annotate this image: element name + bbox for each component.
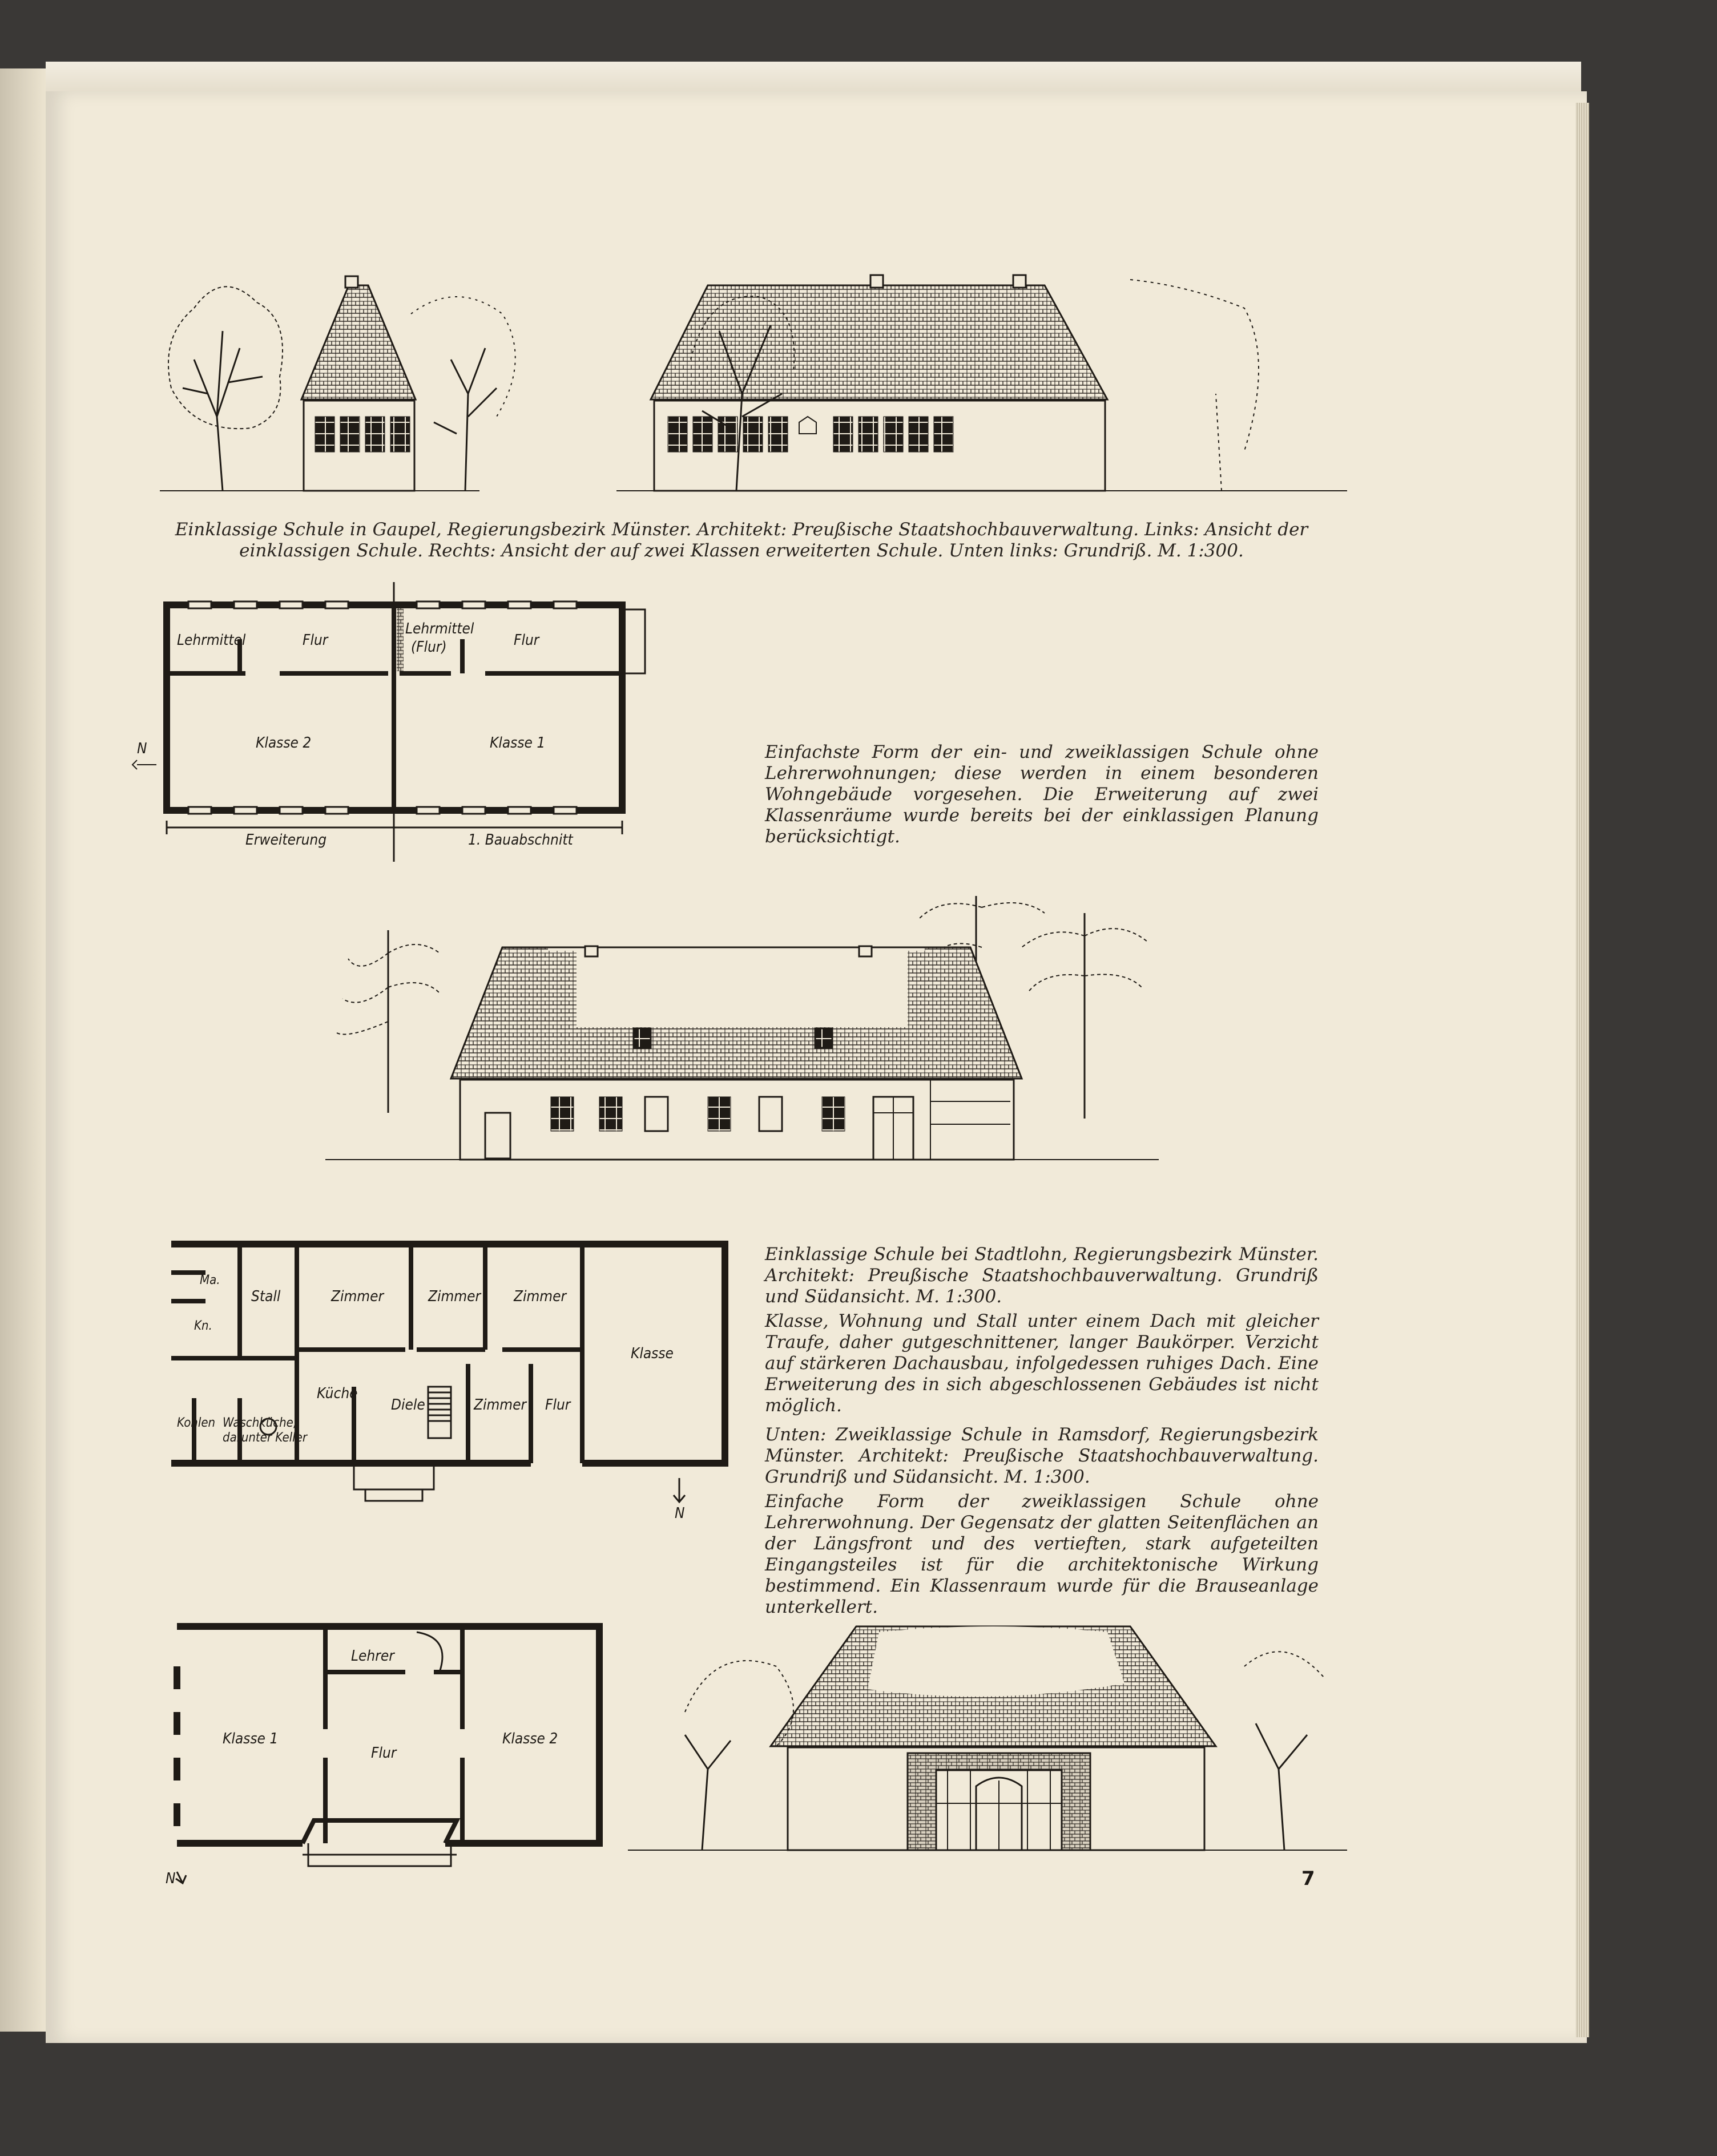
left-page-edge — [0, 68, 46, 2032]
north-arrow-gaupel: N — [137, 740, 147, 757]
elevation-gaupel-drawings — [160, 245, 1347, 502]
room-label-stall: Stall — [251, 1288, 281, 1305]
room-label-flur: Flur — [545, 1396, 571, 1414]
room-label-lehrmittel: Lehrmittel — [177, 632, 246, 649]
elevation-ramsdorf-drawing — [628, 1598, 1347, 1855]
room-label-lehrmittel-flur-2: (Flur) — [411, 639, 447, 656]
school-stadtlohn-elevation — [325, 942, 1159, 1160]
tree-left-drawing — [168, 286, 283, 491]
label-erweiterung: Erweiterung — [245, 831, 327, 849]
room-label-klasse2-ramsdorf: Klasse 2 — [502, 1730, 558, 1747]
background-frame — [0, 2043, 1717, 2156]
room-label-waschkueche-2: darunter Keller — [223, 1431, 307, 1445]
text-stadtlohn-ramsdorf: Einklassige Schule bei Stadtlohn, Regierungsbezirk Münster. Architekt: Preußische Staatshochbauverwaltung. Grundriß und Südansicht. M. 1:300. Klasse, Wohnung und Stall unter einem Dach mit gleicher Traufe, daher gutgeschnittener, langer Baukörper. Verzicht auf stärkeren Dachausbau, infolgedessen ruhiges Dach. Eine Erweiterung des in sich abgeschlossenen Gebäudes ist nicht möglich. Unten: Zweiklassige Schule in Ramsdorf, Regierungsbezirk Münster. Architekt: Preußische Staatshochbauverwaltung. Grundriß und Südansicht. M. 1:300. Einfache Form der zweiklassigen Schule ohne Lehrerwohnung. Der Gegensatz der glatten Seitenflächen an der Längsfront und des vertieften, stark aufgeteilten Eingangsteiles ist für die architektonische Wirkung bestimmend. Ein Klassenraum wurde für die Brauseanlage unterkellert. — [765, 1244, 1319, 1617]
room-label-klasse1-ramsdorf: Klasse 1 — [223, 1730, 279, 1747]
room-label-zimmer-2: Zimmer — [428, 1288, 481, 1305]
room-label-diele: Diele — [391, 1396, 425, 1414]
label-bauabschnitt: 1. Bauabschnitt — [468, 831, 573, 849]
north-arrow-stadtlohn: N — [675, 1505, 685, 1522]
room-label-kn: Kn. — [194, 1319, 212, 1333]
room-label-klasse1: Klasse 1 — [490, 734, 546, 752]
room-label-klasse: Klasse — [631, 1345, 674, 1362]
school-two-class-elevation — [382, 251, 1347, 491]
floorplan-ramsdorf — [166, 1615, 616, 1889]
room-label-kueche: Küche — [317, 1385, 358, 1402]
school-one-class-elevation — [160, 276, 479, 491]
room-label-flur-ramsdorf: Flur — [371, 1745, 397, 1762]
text-einfachste-form: Einfachste Form der ein- und zweiklassigen Schule ohne Lehrerwohnungen; diese werden in einem besonderen Wohngebäude vorgesehen. Die Erweiterung auf zwei Klassenräume wurde bereits bei der einklassigen Planung berücksichtigt. — [765, 742, 1319, 847]
room-label-flur-left: Flur — [303, 632, 328, 649]
caption-gaupel: Einklassige Schule in Gaupel, Regierungsbezirk Münster. Architekt: Preußische Staatshochbauverwaltung. Links: Ansicht der einklassigen Schule. Rechts: Ansicht der auf zwei Klassen erweiterten Schule. Unten links: Grundriß. M. 1:300. — [175, 519, 1308, 561]
page-edge-right — [1575, 103, 1589, 2037]
tree-middle-drawing — [411, 297, 515, 491]
page-number: 7 — [1301, 1867, 1315, 1890]
room-label-kohlen: Kohlen — [177, 1416, 216, 1430]
room-label-zimmer-1: Zimmer — [331, 1288, 384, 1305]
north-arrow-ramsdorf: N — [166, 1870, 176, 1887]
room-label-lehrmittel-flur: Lehrmittel — [405, 620, 474, 637]
elevation-stadtlohn-drawing — [325, 873, 1159, 1176]
school-ramsdorf-elevation — [628, 1626, 1347, 1850]
room-label-zimmer-4: Zimmer — [474, 1396, 527, 1414]
room-label-zimmer-3: Zimmer — [514, 1288, 567, 1305]
floorplan-gaupel — [131, 582, 679, 862]
room-label-lehrer: Lehrer — [351, 1648, 394, 1665]
room-label-waschkueche: Waschküche, — [223, 1416, 297, 1430]
floorplan-stadtlohn — [166, 1238, 753, 1522]
room-label-ma: Ma. — [200, 1273, 220, 1287]
room-label-klasse2: Klasse 2 — [256, 734, 312, 752]
room-label-flur-right: Flur — [514, 632, 539, 649]
